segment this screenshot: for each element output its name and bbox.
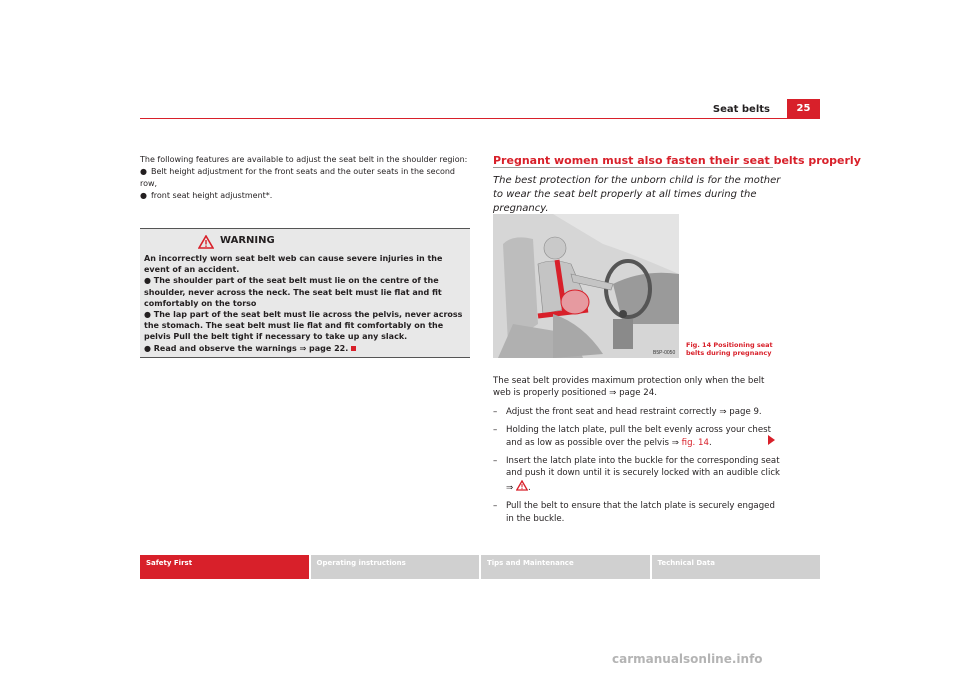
- page-number: 25: [787, 99, 820, 119]
- page-header-title: Seat belts: [712, 104, 770, 115]
- bullet-icon: ●: [144, 343, 154, 353]
- warning-item: ● Read and observe the warnings ⇒ page 22.: [144, 343, 466, 354]
- bullet-icon: ●: [140, 191, 147, 200]
- tab-safety-first[interactable]: Safety First: [140, 555, 309, 579]
- header-divider: [140, 118, 820, 119]
- warning-body: [144, 253, 466, 354]
- step-item: – Insert the latch plate into the buckle for the corresponding seat and push it down until it is securely locked with an audible click ⇒ .: [493, 456, 781, 493]
- end-marker-icon: [351, 346, 356, 351]
- warning-item: ● The lap part of the seat belt must lie across the pelvis, never across the stomach. The seat belt must lie flat and fit comfortably on the pelvis Pull the belt tight if necessary to take up any slack.: [144, 310, 463, 342]
- figure-caption: Fig. 14 Positioning seat belts during pregnancy: [686, 341, 773, 357]
- left-intro: The following features are available to adjust the seat belt in the shoulder region:: [140, 155, 468, 164]
- bullet-item: ● Belt height adjustment for the front seats and the outer seats in the second row,: [140, 167, 456, 188]
- tab-technical-data[interactable]: Technical Data: [652, 555, 821, 579]
- warning-box: [140, 228, 470, 358]
- step-item: – Adjust the front seat and head restraint correctly ⇒ page 9.: [493, 406, 762, 417]
- bullet-icon: ●: [144, 276, 154, 286]
- bullet-icon: ●: [144, 310, 154, 320]
- tab-tips-maintenance[interactable]: Tips and Maintenance: [481, 555, 650, 579]
- warning-triangle-icon[interactable]: [516, 480, 528, 491]
- next-page-arrow-icon[interactable]: [768, 435, 775, 445]
- body-paragraph: The seat belt provides maximum protection only when the belt web is properly positioned ⇒ page 24.: [493, 376, 765, 399]
- warning-item: ● The shoulder part of the seat belt must lie on the centre of the shoulder, never across the neck. The seat belt must lie flat and fit comfortably on the torso: [144, 276, 442, 308]
- body-column: [493, 375, 783, 531]
- bullet-icon: ●: [140, 167, 147, 176]
- section-intro: The best protection for the unborn child is for the mother to wear the seat belt properly at all times during the pregnancy.: [493, 175, 781, 214]
- step-item: – Holding the latch plate, pull the belt evenly across your chest and as low as possible over the pelvis ⇒ fig. 14.: [493, 425, 772, 448]
- car-interior-illustration: [493, 214, 679, 358]
- figure-link[interactable]: fig. 14: [681, 437, 709, 448]
- watermark-text: carmanualsonline.info: [612, 652, 763, 666]
- figure-code: B5P-0050: [653, 350, 676, 356]
- step-item: – Pull the belt to ensure that the latch plate is securely engaged in the buckle.: [493, 501, 775, 524]
- tab-operating-instructions[interactable]: Operating instructions: [311, 555, 480, 579]
- warning-triangle-icon: [198, 235, 214, 249]
- warning-title: WARNING: [220, 235, 275, 246]
- warning-lead: An incorrectly worn seat belt web can cause severe injuries in the event of an accident.: [144, 254, 443, 275]
- section-heading: Pregnant women must also fasten their seat belts properly: [493, 154, 861, 167]
- footer-tabs: [140, 555, 820, 579]
- bullet-item: ● front seat height adjustment*.: [140, 191, 273, 200]
- left-column: [140, 154, 470, 202]
- section-heading-divider: [493, 167, 773, 168]
- figure-pregnancy-seatbelt: [493, 214, 679, 358]
